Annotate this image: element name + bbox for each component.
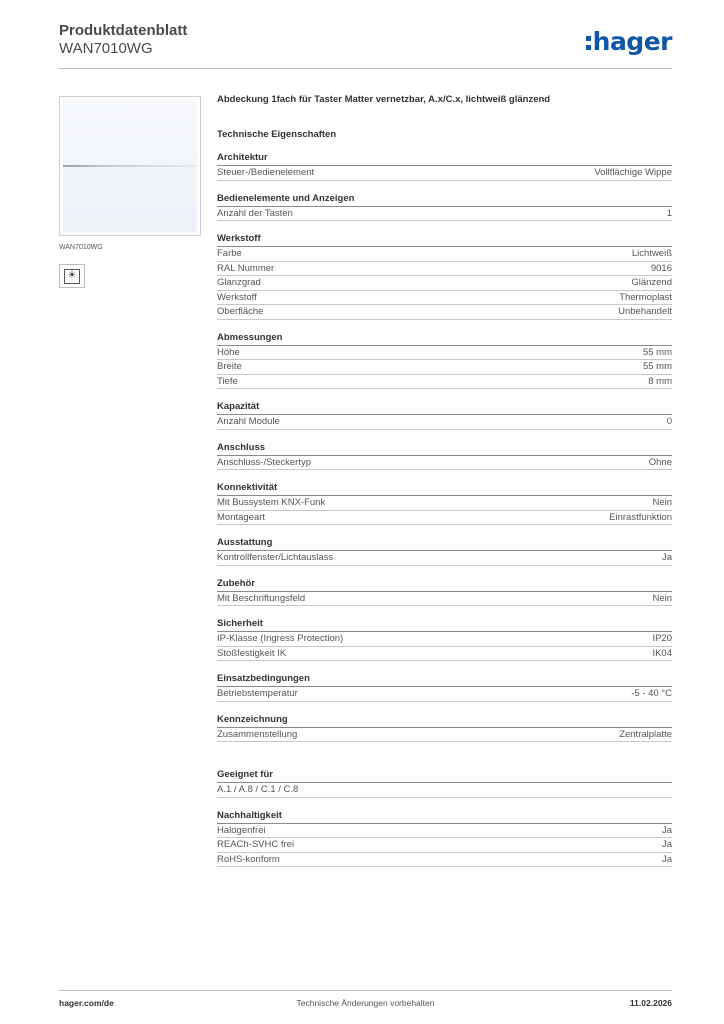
spec-row (217, 632, 672, 647)
hager-logo (586, 26, 672, 56)
product-image (59, 96, 201, 236)
spec-value: Einrastfunktion (609, 511, 672, 523)
spec-label: Farbe (217, 248, 242, 259)
section-title: Zubehör (217, 577, 672, 592)
spec-value: Thermoplast (619, 291, 672, 303)
spec-row (217, 496, 672, 511)
spec-label: Kontrollfenster/Lichtauslass (217, 552, 334, 563)
spec-row (217, 207, 672, 222)
spec-row (217, 415, 672, 430)
spec-row (217, 853, 672, 868)
spec-label: Anzahl der Tasten (217, 207, 293, 219)
spec-value: Unbehandelt (618, 306, 672, 317)
spec-label: Mit Beschriftungsfeld (217, 592, 306, 604)
spec-section (217, 809, 672, 868)
image-caption: WAN7010WG (59, 244, 103, 251)
spec-label: Oberfläche (217, 306, 264, 317)
section-title: Kennzeichnung (217, 713, 672, 728)
spec-label: A.1 / A.8 / C.1 / C.8 (217, 784, 299, 795)
spec-value: Nein (652, 592, 672, 604)
spec-section (217, 617, 672, 661)
spec-value: Ja (661, 824, 672, 836)
spec-row (217, 262, 672, 277)
spec-row (217, 551, 672, 566)
spec-label: Höhe (217, 346, 240, 358)
spec-label: Stoßfestigkeit IK (217, 647, 287, 659)
spec-row (217, 276, 672, 291)
spec-value: IP20 (652, 633, 672, 644)
page-footer (59, 990, 672, 1008)
product-rocker-line (63, 165, 197, 167)
spec-section (217, 768, 672, 798)
indoor-sun-icon: ☀ (59, 264, 85, 288)
spec-label: Anzahl Module (217, 416, 280, 427)
spec-label: Montageart (217, 511, 266, 523)
spec-row (217, 647, 672, 662)
spec-row (217, 783, 672, 798)
section-title: Kapazität (217, 400, 672, 415)
spec-row (217, 728, 672, 743)
spec-label: REACh-SVHC frei (217, 839, 295, 850)
footer-notice: Technische Änderungen vorbehalten (296, 998, 435, 1008)
spec-row (217, 511, 672, 526)
spec-label: Anschluss-/Steckertyp (217, 456, 311, 468)
section-heading-tech: Technische Eigenschaften (217, 129, 337, 140)
spec-section (217, 481, 672, 525)
section-title: Ausstattung (217, 536, 672, 551)
section-title: Werkstoff (217, 232, 672, 247)
section-title: Nachhaltigkeit (217, 809, 672, 824)
spec-label: Mit Bussystem KNX-Funk (217, 497, 326, 508)
spec-value: Ohne (648, 456, 672, 468)
spec-row (217, 375, 672, 390)
section-title: Anschluss (217, 441, 672, 456)
spec-section (217, 331, 672, 390)
suitable-section (217, 768, 672, 798)
logo-text: hager (592, 26, 672, 56)
spec-value: 9016 (650, 262, 672, 274)
spec-value: 55 mm (642, 361, 672, 372)
spec-value: -5 - 40 °C (631, 688, 672, 699)
spec-row (217, 305, 672, 320)
spec-label: Glanzgrad (217, 277, 261, 288)
spec-label: Tiefe (217, 375, 238, 387)
spec-label: Steuer-/Bedienelement (217, 167, 315, 178)
section-title: Einsatzbedingungen (217, 672, 672, 687)
spec-section (217, 400, 672, 430)
spec-value: Zentralplatte (619, 728, 672, 740)
section-title: Bedienelemente und Anzeigen (217, 192, 672, 207)
section-title: Sicherheit (217, 617, 672, 632)
spec-section (217, 577, 672, 607)
spec-row (217, 247, 672, 262)
spec-section (217, 441, 672, 471)
section-title: Architektur (217, 151, 672, 166)
spec-value: Ja (661, 552, 672, 563)
spec-row (217, 360, 672, 375)
spec-row (217, 824, 672, 839)
product-code: WAN7010WG (59, 40, 153, 57)
spec-row (217, 592, 672, 607)
logo-dots-icon (586, 36, 591, 50)
page-header (59, 20, 672, 69)
spec-label: Halogenfrei (217, 824, 266, 836)
spec-value: 0 (666, 416, 672, 427)
spec-value: Ja (661, 853, 672, 865)
spec-section (217, 232, 672, 320)
spec-label: IP-Klasse (Ingress Protection) (217, 633, 344, 644)
sustainability-section (217, 809, 672, 868)
section-title: Geeignet für (217, 768, 672, 783)
footer-date: 11.02.2026 (629, 998, 672, 1008)
spec-value: Ja (661, 839, 672, 850)
footer-website: hager.com/de (59, 998, 114, 1008)
main-content (217, 94, 672, 878)
spec-row (217, 838, 672, 853)
spec-value: Glänzend (631, 277, 672, 288)
spec-value: 55 mm (642, 346, 672, 358)
spec-value: Lichtweiß (631, 248, 672, 259)
spec-section (217, 192, 672, 222)
spec-value: IK04 (652, 647, 672, 659)
spec-row (217, 166, 672, 181)
spec-label: Zusammenstellung (217, 728, 298, 740)
spec-row (217, 456, 672, 471)
spec-label: RAL Nummer (217, 262, 275, 274)
spec-value: Nein (652, 497, 672, 508)
spec-section (217, 151, 672, 181)
spec-value: 1 (666, 207, 672, 219)
spec-label: Betriebstemperatur (217, 688, 298, 699)
spec-label: Werkstoff (217, 291, 257, 303)
spec-sections (217, 151, 672, 742)
spec-section (217, 713, 672, 743)
spec-label: Breite (217, 361, 242, 372)
spec-value: 8 mm (648, 375, 672, 387)
section-title: Abmessungen (217, 331, 672, 346)
section-title: Konnektivität (217, 481, 672, 496)
spec-row (217, 346, 672, 361)
spec-row (217, 291, 672, 306)
spec-label: RoHS-konform (217, 853, 280, 865)
spec-row (217, 687, 672, 702)
product-name: Abdeckung 1fach für Taster Matter vernetzbar, A.x/C.x, lichtweiß glänzend (217, 94, 551, 105)
document-title: Produktdatenblatt (59, 22, 188, 39)
spec-section (217, 536, 672, 566)
spec-section (217, 672, 672, 702)
spec-value: Vollflächige Wippe (594, 167, 672, 178)
